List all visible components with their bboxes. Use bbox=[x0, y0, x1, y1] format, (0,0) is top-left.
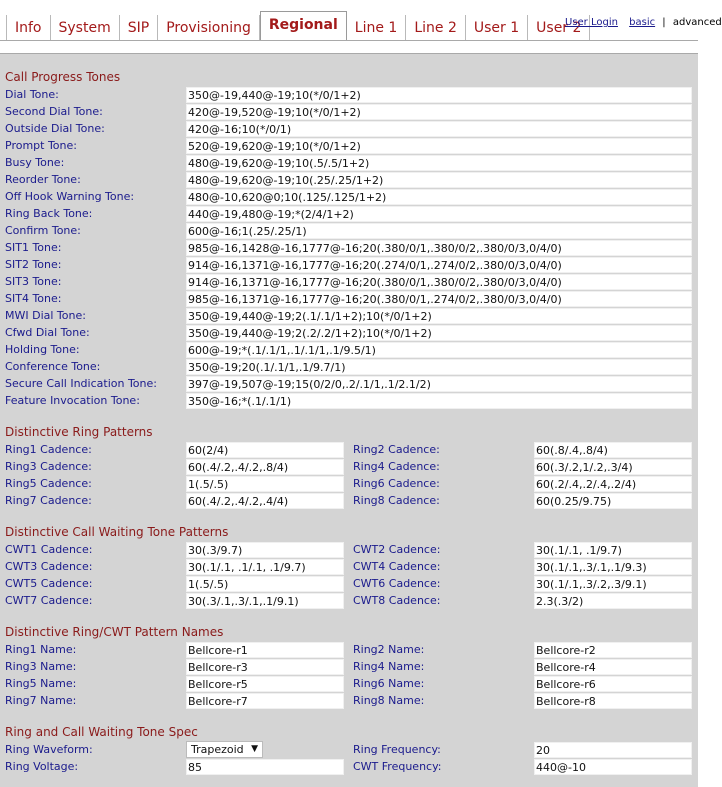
label-dial-tone: Dial Tone: bbox=[5, 88, 59, 101]
label-mwi-dial-tone: MWI Dial Tone: bbox=[5, 309, 86, 322]
input-ring1-cadence[interactable]: 60(2/4) bbox=[186, 442, 344, 458]
label-prompt-tone: Prompt Tone: bbox=[5, 139, 77, 152]
input-feature-invocation-tone[interactable]: 350@-16;*(.1/.1/1) bbox=[186, 393, 692, 409]
label-busy-tone: Busy Tone: bbox=[5, 156, 65, 169]
advanced-link[interactable]: advanced bbox=[672, 17, 722, 28]
label-ring-frequency: Ring Frequency: bbox=[353, 743, 441, 756]
label-ring-waveform: Ring Waveform: bbox=[5, 743, 93, 756]
tab-line-1[interactable]: Line 1 bbox=[347, 15, 407, 41]
user-login-link[interactable]: User Login bbox=[565, 17, 618, 28]
tab-sip[interactable]: SIP bbox=[120, 15, 158, 41]
label-ring4-name: Ring4 Name: bbox=[353, 660, 425, 673]
input-sit1-tone[interactable]: 985@-16,1428@-16,1777@-16;20(.380/0/1,.380/0/2,.380/0/3,0/4/0) bbox=[186, 240, 692, 256]
label-cwt4-cadence: CWT4 Cadence: bbox=[353, 560, 441, 573]
input-cwt3-cadence[interactable]: 30(.1/.1, .1/.1, .1/9.7) bbox=[186, 559, 344, 575]
input-confirm-tone[interactable]: 600@-16;1(.25/.25/1) bbox=[186, 223, 692, 239]
basic-link[interactable]: basic bbox=[629, 17, 656, 28]
section-title-distinctive-ring-cwt-pattern-names: Distinctive Ring/CWT Pattern Names bbox=[5, 625, 224, 639]
input-mwi-dial-tone[interactable]: 350@-19,440@-19;2(.1/.1/1+2);10(*/0/1+2) bbox=[186, 308, 692, 324]
input-ring5-cadence[interactable]: 1(.5/.5) bbox=[186, 476, 344, 492]
input-ring7-cadence[interactable]: 60(.4/.2,.4/.2,.4/4) bbox=[186, 493, 344, 509]
ring-waveform-select[interactable] bbox=[186, 741, 263, 758]
input-sit2-tone[interactable]: 914@-16,1371@-16,1777@-16;20(.274/0/1,.274/0/2,.380/0/3,0/4/0) bbox=[186, 257, 692, 273]
input-reorder-tone[interactable]: 480@-19,620@-19;10(.25/.25/1+2) bbox=[186, 172, 692, 188]
top-link-separator: | bbox=[662, 17, 666, 28]
tab-line-2[interactable]: Line 2 bbox=[406, 15, 466, 41]
input-ring-frequency[interactable]: 20 bbox=[534, 742, 692, 758]
section-title-call-progress-tones: Call Progress Tones bbox=[5, 70, 121, 84]
input-dial-tone[interactable]: 350@-19,440@-19;10(*/0/1+2) bbox=[186, 87, 692, 103]
ring-waveform-selected-value: Trapezoid bbox=[191, 743, 244, 756]
header-divider bbox=[0, 40, 698, 41]
input-cwt6-cadence[interactable]: 30(.1/.1,.3/.2,.3/9.1) bbox=[534, 576, 692, 592]
input-off-hook-warning-tone[interactable]: 480@-10,620@0;10(.125/.125/1+2) bbox=[186, 189, 692, 205]
input-sit4-tone[interactable]: 985@-16,1371@-16,1777@-16;20(.380/0/1,.274/0/2,.380/0/3,0/4/0) bbox=[186, 291, 692, 307]
label-reorder-tone: Reorder Tone: bbox=[5, 173, 81, 186]
input-conference-tone[interactable]: 350@-19;20(.1/.1/1,.1/9.7/1) bbox=[186, 359, 692, 375]
input-secure-call-indication-tone[interactable]: 397@-19,507@-19;15(0/2/0,.2/.1/1,.1/2.1/2) bbox=[186, 376, 692, 392]
input-ring-voltage[interactable]: 85 bbox=[186, 759, 344, 775]
label-ring2-name: Ring2 Name: bbox=[353, 643, 425, 656]
input-ring1-name[interactable]: Bellcore-r1 bbox=[186, 642, 344, 658]
tab-bar bbox=[6, 11, 590, 41]
input-cwt7-cadence[interactable]: 30(.3/.1,.3/.1,.1/9.1) bbox=[186, 593, 344, 609]
input-ring7-name[interactable]: Bellcore-r7 bbox=[186, 693, 344, 709]
label-ring6-name: Ring6 Name: bbox=[353, 677, 425, 690]
label-ring8-cadence: Ring8 Cadence: bbox=[353, 494, 440, 507]
label-cwt1-cadence: CWT1 Cadence: bbox=[5, 543, 93, 556]
tab-regional[interactable]: Regional bbox=[260, 11, 347, 41]
label-outside-dial-tone: Outside Dial Tone: bbox=[5, 122, 105, 135]
label-holding-tone: Holding Tone: bbox=[5, 343, 80, 356]
section-title-distinctive-call-waiting-tone-patterns: Distinctive Call Waiting Tone Patterns bbox=[5, 525, 229, 539]
input-cwt5-cadence[interactable]: 1(.5/.5) bbox=[186, 576, 344, 592]
label-confirm-tone: Confirm Tone: bbox=[5, 224, 81, 237]
input-cwt2-cadence[interactable]: 30(.1/.1, .1/9.7) bbox=[534, 542, 692, 558]
label-ring3-cadence: Ring3 Cadence: bbox=[5, 460, 92, 473]
label-ring6-cadence: Ring6 Cadence: bbox=[353, 477, 440, 490]
label-ring7-cadence: Ring7 Cadence: bbox=[5, 494, 92, 507]
input-ring2-cadence[interactable]: 60(.8/.4,.8/4) bbox=[534, 442, 692, 458]
input-sit3-tone[interactable]: 914@-16,1371@-16,1777@-16;20(.380/0/1,.380/0/2,.380/0/3,0/4/0) bbox=[186, 274, 692, 290]
tab-user-2[interactable]: User 2 bbox=[528, 15, 590, 41]
label-cwt5-cadence: CWT5 Cadence: bbox=[5, 577, 93, 590]
input-ring6-name[interactable]: Bellcore-r6 bbox=[534, 676, 692, 692]
dropdown-arrow-icon[interactable]: ▼ bbox=[251, 744, 258, 754]
input-ring2-name[interactable]: Bellcore-r2 bbox=[534, 642, 692, 658]
label-secure-call-indication-tone: Secure Call Indication Tone: bbox=[5, 377, 157, 390]
input-cwt-frequency[interactable]: 440@-10 bbox=[534, 759, 692, 775]
label-ring3-name: Ring3 Name: bbox=[5, 660, 77, 673]
label-ring1-cadence: Ring1 Cadence: bbox=[5, 443, 92, 456]
label-cwt7-cadence: CWT7 Cadence: bbox=[5, 594, 93, 607]
input-ring4-cadence[interactable]: 60(.3/.2,1/.2,.3/4) bbox=[534, 459, 692, 475]
label-ring2-cadence: Ring2 Cadence: bbox=[353, 443, 440, 456]
label-ring1-name: Ring1 Name: bbox=[5, 643, 77, 656]
label-cwt3-cadence: CWT3 Cadence: bbox=[5, 560, 93, 573]
section-title-ring-cwt-spec: Ring and Call Waiting Tone Spec bbox=[5, 725, 198, 739]
input-holding-tone[interactable]: 600@-19;*(.1/.1/1,.1/.1/1,.1/9.5/1) bbox=[186, 342, 692, 358]
input-ring4-name[interactable]: Bellcore-r4 bbox=[534, 659, 692, 675]
input-outside-dial-tone[interactable]: 420@-16;10(*/0/1) bbox=[186, 121, 692, 137]
label-sit2-tone: SIT2 Tone: bbox=[5, 258, 62, 271]
label-ring5-name: Ring5 Name: bbox=[5, 677, 77, 690]
input-ring5-name[interactable]: Bellcore-r5 bbox=[186, 676, 344, 692]
label-sit4-tone: SIT4 Tone: bbox=[5, 292, 62, 305]
input-cwt4-cadence[interactable]: 30(.1/.1,.3/.1,.1/9.3) bbox=[534, 559, 692, 575]
input-cwt8-cadence[interactable]: 2.3(.3/2) bbox=[534, 593, 692, 609]
label-ring8-name: Ring8 Name: bbox=[353, 694, 425, 707]
input-ring6-cadence[interactable]: 60(.2/.4,.2/.4,.2/4) bbox=[534, 476, 692, 492]
input-second-dial-tone[interactable]: 420@-19,520@-19;10(*/0/1+2) bbox=[186, 104, 692, 120]
label-feature-invocation-tone: Feature Invocation Tone: bbox=[5, 394, 140, 407]
label-cwt8-cadence: CWT8 Cadence: bbox=[353, 594, 441, 607]
input-cfwd-dial-tone[interactable]: 350@-19,440@-19;2(.2/.2/1+2);10(*/0/1+2) bbox=[186, 325, 692, 341]
label-ring5-cadence: Ring5 Cadence: bbox=[5, 477, 92, 490]
tab-provisioning[interactable]: Provisioning bbox=[158, 15, 260, 41]
tab-system[interactable]: System bbox=[51, 15, 120, 41]
label-sit1-tone: SIT1 Tone: bbox=[5, 241, 62, 254]
label-cwt-frequency: CWT Frequency: bbox=[353, 760, 442, 773]
section-title-distinctive-ring-patterns: Distinctive Ring Patterns bbox=[5, 425, 153, 439]
label-ring-back-tone: Ring Back Tone: bbox=[5, 207, 93, 220]
label-ring-voltage: Ring Voltage: bbox=[5, 760, 79, 773]
input-cwt1-cadence[interactable]: 30(.3/9.7) bbox=[186, 542, 344, 558]
label-sit3-tone: SIT3 Tone: bbox=[5, 275, 62, 288]
label-off-hook-warning-tone: Off Hook Warning Tone: bbox=[5, 190, 135, 203]
label-ring4-cadence: Ring4 Cadence: bbox=[353, 460, 440, 473]
input-ring8-name[interactable]: Bellcore-r8 bbox=[534, 693, 692, 709]
tab-info[interactable]: Info bbox=[6, 15, 51, 41]
label-conference-tone: Conference Tone: bbox=[5, 360, 101, 373]
label-cfwd-dial-tone: Cfwd Dial Tone: bbox=[5, 326, 90, 339]
input-prompt-tone[interactable]: 520@-19,620@-19;10(*/0/1+2) bbox=[186, 138, 692, 154]
input-ring3-cadence[interactable]: 60(.4/.2,.4/.2,.8/4) bbox=[186, 459, 344, 475]
top-links bbox=[565, 17, 722, 28]
regional-settings-panel bbox=[0, 54, 698, 787]
label-second-dial-tone: Second Dial Tone: bbox=[5, 105, 103, 118]
label-cwt2-cadence: CWT2 Cadence: bbox=[353, 543, 441, 556]
input-ring3-name[interactable]: Bellcore-r3 bbox=[186, 659, 344, 675]
tab-user-1[interactable]: User 1 bbox=[466, 15, 528, 41]
label-cwt6-cadence: CWT6 Cadence: bbox=[353, 577, 441, 590]
label-ring7-name: Ring7 Name: bbox=[5, 694, 77, 707]
input-ring-back-tone[interactable]: 440@-19,480@-19;*(2/4/1+2) bbox=[186, 206, 692, 222]
input-busy-tone[interactable]: 480@-19,620@-19;10(.5/.5/1+2) bbox=[186, 155, 692, 171]
input-ring8-cadence[interactable]: 60(0.25/9.75) bbox=[534, 493, 692, 509]
